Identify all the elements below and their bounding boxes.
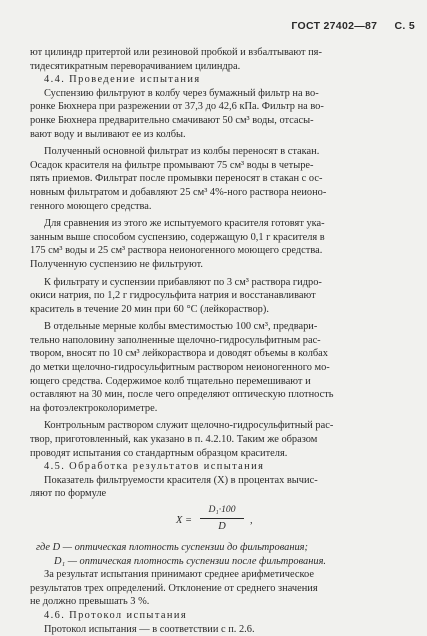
text-line: до метки щелочно-гидросульфитным раствором неионогенного мо- xyxy=(30,362,330,374)
text-line: окиси натрия, по 1,2 г гидросульфита натрия и восстанавливают xyxy=(30,290,316,302)
text-line: вают воду и выливают ее из колбы. xyxy=(30,128,186,140)
text-line: За результат испытания принимают среднее арифметическое xyxy=(44,569,314,581)
text-line: занным выше способом суспензию, содержащую 0,1 г красителя в xyxy=(30,231,325,243)
text-line: тидесятикратным переворачиванием цилиндра. xyxy=(30,60,241,72)
text-line: Полученный основной фильтрат из колбы переносят в стакан. xyxy=(44,146,320,158)
standard-number: ГОСТ 27402—87 xyxy=(291,20,378,32)
page-header xyxy=(291,20,415,32)
document-body xyxy=(30,46,406,636)
text-line: результатов трех определений. Отклонение от среднего значения xyxy=(30,582,318,594)
text-line: твором, вносят по 10 см³ лейкораствора и доводят объемы в колбах xyxy=(30,348,328,360)
section-heading-4-6: 4.6. Протокол испытания xyxy=(44,609,187,621)
formula-denominator: D xyxy=(218,520,226,532)
formula-fraction xyxy=(200,503,244,533)
filterability-formula xyxy=(30,503,406,537)
text-line: Осадок красителя на фильтре промывают 75 см³ воды в четыре- xyxy=(30,159,314,171)
text-line: на фотоэлектроколориметре. xyxy=(30,402,158,414)
text-line: твор, приготовленный, как указано в п. 4.2.10. Таким же образом xyxy=(30,434,318,446)
text-line: Суспензию фильтруют в колбу через бумажный фильтр на во- xyxy=(44,87,319,99)
text-line: ронке Бюхнера предварительно смачивают 50 см³ воды, отсасы- xyxy=(30,114,314,126)
text-line: Для сравнения из этого же испытуемого красителя готовят ука- xyxy=(44,218,325,230)
text-line: новным фильтратом и добавляют 25 см³ 4%-ного раствора неионо- xyxy=(30,186,327,198)
text-line: краситель в течение 20 мин при 60 °С (лейкораствор). xyxy=(30,303,269,315)
text-line: ющего средства. Содержимое колб тщательно перемешивают и xyxy=(30,375,311,387)
text-line: генного моющего средства. xyxy=(30,200,152,212)
text-line: 175 см³ воды и 25 см³ раствора неионогенного моющего средства. xyxy=(30,245,323,257)
text-line: В отдельные мерные колбы вместимостью 100 см³, предвари- xyxy=(44,321,318,333)
variable-definition: где D — оптическая плотность суспензии до фильтрования; xyxy=(36,542,308,553)
text-line: ронке Бюхнера при разрежении от 37,3 до 42,6 кПа. Фильтр на во- xyxy=(30,101,324,113)
text-line: Протокол испытания — в соответствии с п. 2.6. xyxy=(44,623,255,635)
variable-definition: D₁ — оптическая плотность суспензии после фильтрования. xyxy=(54,555,327,567)
formula-numerator: D₁·100 xyxy=(200,503,244,519)
text-line: оставляют на 30 мин, после чего определяют оптическую плотность xyxy=(30,389,334,401)
text-line: проводят испытания со стандартным образцом красителя. xyxy=(30,447,288,459)
text-line: Полученную суспензию не фильтруют. xyxy=(30,258,203,270)
text-line: не должно превышать 3 %. xyxy=(30,596,150,608)
text-line: Показатель фильтруемости красителя (X) в процентах вычис- xyxy=(44,474,318,486)
section-heading-4-4: 4.4. Проведение испытания xyxy=(44,74,201,86)
text-line: ют цилиндр притертой или резиновой пробкой и взбалтывают пя- xyxy=(30,47,322,58)
page-number: С. 5 xyxy=(394,20,415,32)
text-line: К фильтрату и суспензии прибавляют по 3 см³ раствора гидро- xyxy=(44,276,322,288)
text-line: тельно наполовину заполненные щелочно-гидросульфитным рас- xyxy=(30,334,321,346)
section-heading-4-5: 4.5. Обработка результатов испытания xyxy=(44,461,265,473)
text-line: Контрольным раствором служит щелочно-гидросульфитный рас- xyxy=(44,420,334,432)
formula-lhs: X = xyxy=(176,515,192,526)
text-line: ляют по формуле xyxy=(30,488,107,500)
text-line: пять приемов. Фильтрат после промывки переносят в стакан с ос- xyxy=(30,173,323,185)
formula-comma: , xyxy=(250,515,253,526)
